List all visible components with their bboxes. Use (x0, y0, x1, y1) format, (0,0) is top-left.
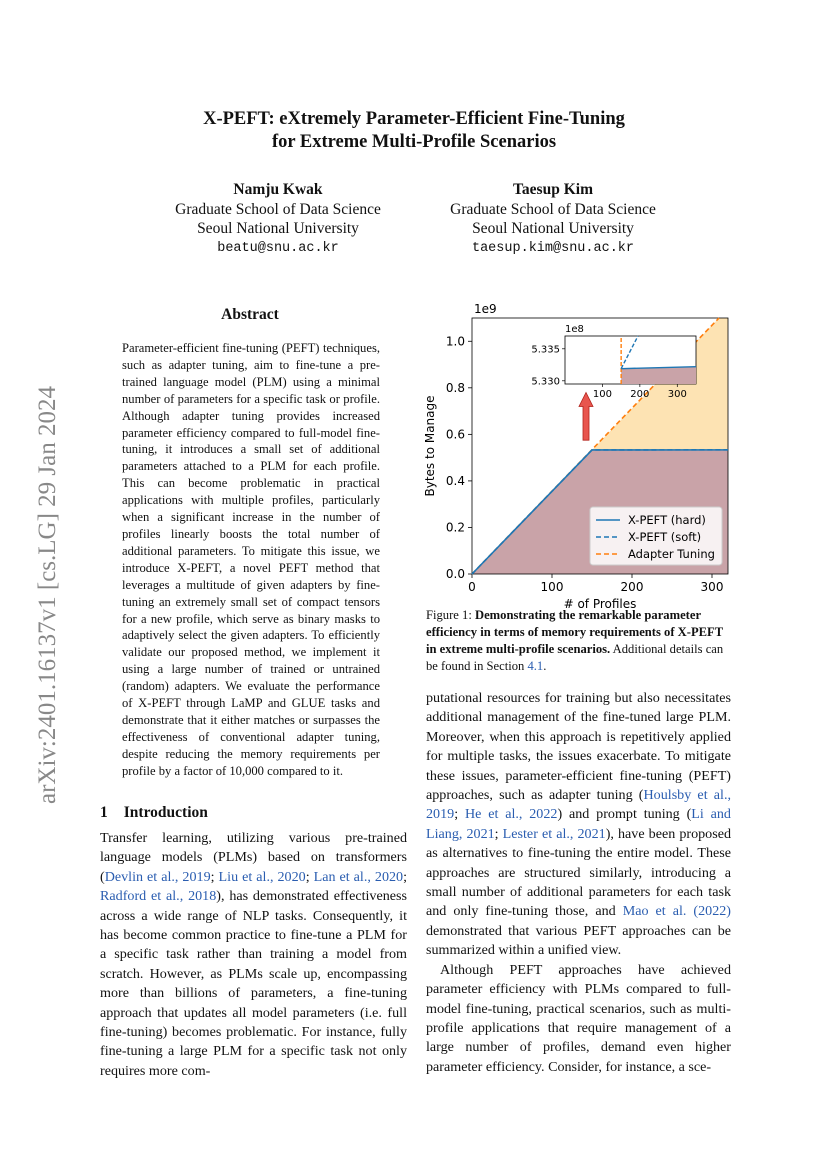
citation-link[interactable]: Mao et al. (2022) (622, 903, 731, 920)
abstract-heading: Abstract (221, 306, 279, 323)
citation-link[interactable]: Li and Liang, 2021 (426, 806, 731, 842)
paper-title (100, 108, 728, 154)
body-text: ; (494, 825, 503, 842)
arxiv-id[interactable]: arXiv:2401.16137v1 [cs.LG] 29 Jan 2024 (34, 386, 61, 804)
author-block-2 (423, 180, 683, 258)
x-tick-label: 100 (540, 580, 564, 594)
column-2-text (426, 689, 731, 1077)
inset-y-tick-label: 5.335 (531, 344, 560, 356)
inset-offset-label: 1e8 (565, 324, 584, 335)
body-text: demonstrated that various PEFT approaches can be summarized within a unified view. (426, 922, 731, 959)
author-affiliation: Graduate School of Data Science (450, 200, 656, 218)
y-tick-label: 0.2 (445, 520, 465, 535)
citation-link[interactable]: Liu et al., 2020 (218, 868, 306, 885)
legend-label: X-PEFT (hard) (628, 513, 706, 527)
caption-end: . (543, 659, 547, 673)
figure-1-chart (420, 300, 738, 612)
paragraph (426, 689, 731, 961)
paragraph: Although PEFT approaches have achieved parameter efficiency with PLMs compared to full-model fine-tuning, practical scenarios, such as multi-profile applications that require management of a large number of profiles, demand even higher parameter efficiency. Consider, for instance, a sce- (426, 961, 731, 1075)
y-tick-label: 0.8 (445, 380, 465, 395)
body-text: ) and prompt tuning ( (557, 806, 692, 823)
title-line-1: X-PEFT: eXtremely Parameter-Efficient Fine-Tuning (203, 109, 625, 129)
body-text: ), have been proposed as alternatives to fine-tuning the entire model. These approaches are structured similarly, introducing a small number of additional parameters for each task and only fine-tuning those, and (426, 825, 731, 920)
caption-label: Figure 1: (426, 608, 475, 622)
red-arrow-marker (579, 392, 593, 440)
inset-y-tick-label: 5.330 (531, 376, 560, 388)
citation-link[interactable]: He et al., 2022 (464, 806, 558, 823)
section-heading (100, 804, 208, 822)
y-tick-label: 0.0 (445, 567, 465, 581)
x-tick-label: 200 (620, 580, 644, 594)
body-text: ; (305, 868, 314, 885)
author-block-1 (148, 180, 408, 258)
body-text: putational resources for training but also necessitates additional management of the fine-tuned large PLM. Moreover, when this approach is repetitively applied for multiple tasks, the issues exacerbate. To mitigate these issues, parameter-efficient fine-tuning (PEFT) approaches, such as adapter tuning ( (426, 690, 731, 804)
legend-label: Adapter Tuning (628, 547, 715, 561)
citation-link[interactable]: Lan et al., 2020 (313, 868, 404, 885)
x-tick-label: 0 (468, 580, 476, 594)
title-line-2: for Extreme Multi-Profile Scenarios (271, 132, 557, 152)
y-tick-label: 0.6 (445, 427, 465, 442)
author-university: Seoul National University (197, 220, 359, 237)
inset-x-tick-label: 300 (667, 389, 687, 400)
body-text: ; (210, 868, 219, 885)
author-name: Taesup Kim (513, 181, 593, 198)
citation-link[interactable]: Lester et al., 2021 (502, 825, 606, 842)
section-ref-link[interactable]: 4.1 (527, 659, 544, 673)
body-text: ; (454, 806, 465, 823)
y-tick-label: 0.4 (445, 473, 465, 488)
inset-x-tick-label: 200 (630, 389, 650, 400)
inset-fill (621, 367, 696, 384)
citation-link[interactable]: Houlsby et al., 2019 (426, 787, 731, 823)
body-text: Transfer learning, utilizing various pre-trained language models (PLMs) based on transformers ( (100, 830, 407, 885)
author-affiliation: Graduate School of Data Science (175, 200, 381, 218)
author-name: Namju Kwak (233, 181, 323, 198)
figure-caption (426, 607, 731, 675)
section-number: 1 (100, 804, 108, 821)
author-email[interactable]: beatu@snu.ac.kr (217, 240, 339, 256)
body-text: ; (403, 868, 408, 885)
y-axis-label: Bytes to Manage (423, 395, 437, 497)
caption-text: Additional details can be found in Section (426, 642, 724, 673)
inset-x-tick-label: 100 (592, 389, 612, 400)
abstract-text: Parameter-efficient fine-tuning (PEFT) techniques, such as adapter tuning, aim to fine-tune a pre-trained language model (PLM) using a minimal number of parameters for a specific task or profile. Although adapter tuning provides increased parameter efficiency compared to full-model fine-tuning, it introduces a small set of additional parameters attached to a PLM for each profile. This can become problematic in practical applications with multiple profiles, particularly when a significant increase in the number of profiles linearly boosts the total number of additional parameters. To mitigate this issue, we introduce X-PEFT, a novel PEFT method that leverages a multitude of given adapters by fine-tuning an extremely small set of compact tensors for a new profile, which serve as binary masks to adaptively select the given adapters. To efficiently validate our proposed method, we implement it using a large number of trained or untrained (random) adapters. We evaluate the performance of X-PEFT through LaMP and GLUE tasks and demonstrate that it either matches or surpasses the effectiveness of conventional adapter tuning, despite reducing the memory requirements per profile by a factor of 10,000 compared to it. (122, 341, 380, 778)
author-university: Seoul National University (472, 220, 634, 237)
x-axis-label: # of Profiles (563, 597, 637, 611)
legend-label: X-PEFT (soft) (628, 530, 702, 544)
x-tick-label: 300 (700, 580, 724, 594)
citation-link[interactable]: Radford et al., 2018 (100, 888, 217, 905)
body-text: ), has demonstrated effectiveness across a wide range of NLP tasks. Consequently, it has become common practice to fine-tune a PLM for a specific task rather than training a model from scratch. However, as PLMs scale up, encompassing more than billions of parameters, a fine-tuning approach that updates all model parameters (i.e. full fine-tuning) becomes problematic. For instance, fully fine-tuning a large PLM for a specific task not only requires more com- (100, 888, 407, 1079)
citation-link[interactable]: Devlin et al., 2019 (104, 868, 211, 885)
y-offset-label: 1e9 (474, 302, 497, 316)
intro-paragraph (100, 829, 407, 1081)
section-title: Introduction (123, 804, 208, 821)
author-email[interactable]: taesup.kim@snu.ac.kr (471, 240, 635, 256)
caption-bold: Demonstrating the remarkable parameter efficiency in terms of memory requirements of X-PEFT in extreme multi-profile scenarios. (426, 608, 723, 656)
y-tick-label: 1.0 (445, 334, 465, 349)
